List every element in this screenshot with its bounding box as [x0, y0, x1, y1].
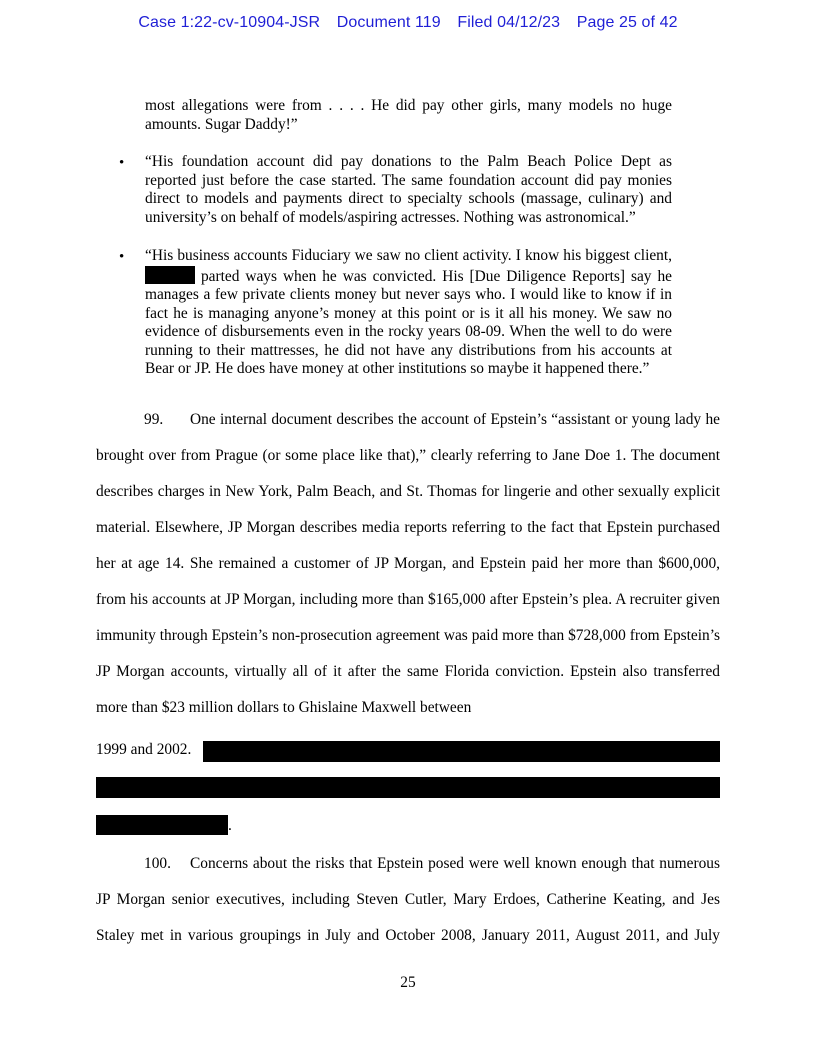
- paragraph-99: [96, 402, 720, 726]
- bullet-dot-1: •: [119, 155, 125, 171]
- paragraph-number-99: 99.: [144, 411, 164, 428]
- paragraph-99-text: One internal document describes the account of Epstein’s “assistant or young lady he brought over from Prague (or some place like that),” clearly referring to Jane Doe 1. The document describes charges in New York, Palm Beach, and St. Thomas for lingerie and other sexually explicit material. Elsewhere, JP Morgan describes media reports referring to the fact that Epstein purchased her at age 14. She remained a customer of JP Morgan, and Epstein paid her more than $600,000, from his accounts at JP Morgan, including more than $165,000 after Epstein’s plea. A recruiter given immunity through Epstein’s non-prosecution agreement was paid more than $728,000 from Epstein’s JP Morgan accounts, virtually all of it after the same Florida conviction. Epstein also transferred more than $23 million dollars to Ghislaine Maxwell between: [96, 411, 720, 716]
- paragraph-99-line-start: 1999 and 2002.: [96, 741, 192, 758]
- page-indicator: Page 25 of 42: [576, 14, 678, 31]
- case-header: [0, 14, 816, 32]
- bullet-2-text-start: “His business accounts Fiduciary we saw no client activity. I know his biggest client,: [145, 247, 672, 264]
- bullet-2-text-end: parted ways when he was convicted. His [Due Diligence Reports] say he manages a few private clients money but never says who. I would like to know if in fact he is managing anyone’s money at this point or is it all his money. We saw no evidence of disbursements even in the rocky years 08-09. When the well to do were running to their mattresses, he did not have any distributions from his accounts at Bear or JP. He does have money at other institutions so maybe it happened there.”: [145, 267, 672, 377]
- redaction-block: [145, 266, 195, 284]
- redaction-block: [96, 777, 720, 798]
- redaction-block: [203, 741, 720, 762]
- paragraph-100: [96, 846, 720, 954]
- document-number: Document 119: [336, 14, 441, 31]
- page-number: 25: [400, 974, 416, 991]
- paragraph-number-100: 100.: [144, 855, 171, 872]
- redaction-block: [96, 815, 228, 835]
- case-number: Case 1:22-cv-10904-JSR: [138, 14, 321, 31]
- bullet-dot-2: •: [119, 249, 125, 265]
- bullet-quote-1: “His foundation account did pay donations to the Palm Beach Police Dept as reported just before the case started. The same foundation account did pay monies direct to models and payments direct to specialty schools (massage, culinary) and university’s on behalf of models/aspiring actresses. Nothing was astronomical.”: [145, 153, 672, 226]
- paragraph-99-end-period: .: [228, 817, 232, 834]
- paragraph-100-text: Concerns about the risks that Epstein posed were well known enough that numerous JP Morgan senior executives, including Steven Cutler, Mary Erdoes, Catherine Keating, and Jes Staley met in various groupings in July and October 2008, January 2011, August 2011, and July: [96, 855, 720, 944]
- bullet-quote-2: [145, 247, 672, 379]
- filed-date: Filed 04/12/23: [457, 14, 561, 31]
- quote-continuation: most allegations were from . . . . He did pay other girls, many models no huge amounts. Sugar Daddy!”: [145, 97, 672, 133]
